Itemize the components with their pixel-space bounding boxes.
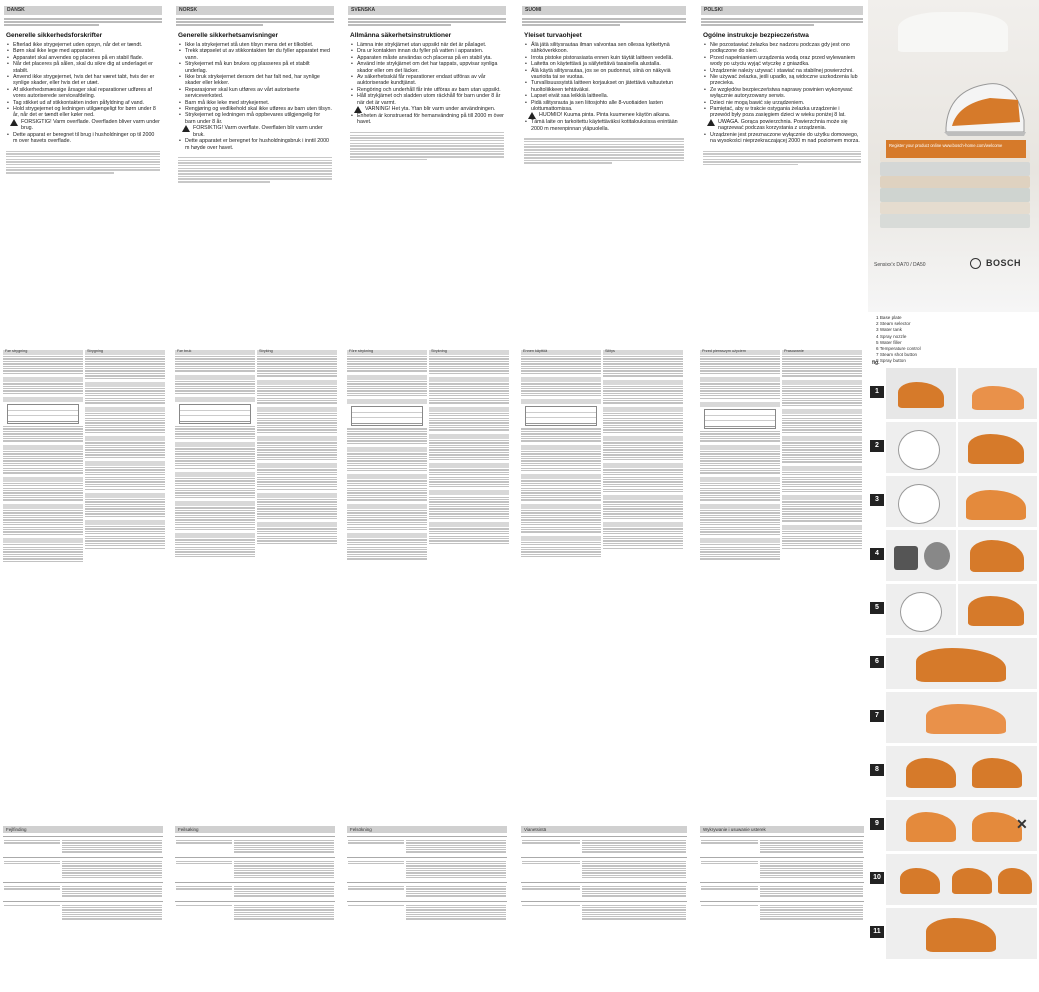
block-title: Ennen käyttöä	[523, 349, 548, 353]
safety-item: • Älä jätä silitysrautaa ilman valvontaa sen ollessa kytkettynä sähköverkkoon.	[531, 42, 684, 55]
figure-number: 1	[870, 386, 884, 398]
warning-icon	[707, 119, 715, 126]
safety-item: • Pidä silitysrauta ja sen liitosjohto alle 8-vuotiaiden lasten ulottumattomissa.	[531, 100, 684, 113]
hot-surface-warning: FORSIKTIG! Varm overflate. Overflaten blir varm under bruk.	[182, 125, 332, 138]
column-da	[0, 0, 166, 992]
language-tab: SUOMI	[522, 6, 686, 15]
safety-item: • Børn skal ikke lege med apparatet.	[13, 48, 160, 54]
troubleshooting-heading: Fejlfinding	[3, 826, 163, 833]
fine-print	[350, 132, 504, 160]
warning-icon	[182, 125, 190, 132]
hot-surface-warning: HUOMIO! Kuuma pinta. Pinta kuumenee käytön aikana.	[528, 112, 684, 119]
figure-number: 3	[870, 494, 884, 506]
column-no	[172, 0, 338, 992]
safety-item: • Trekk støpselet ut av stikkontakten før du fyller apparatet med vann.	[185, 48, 332, 61]
troubleshooting-table	[518, 826, 690, 992]
figure-8	[870, 746, 1039, 797]
figure-number: 11	[870, 926, 884, 938]
hot-surface-warning: FORSIGTIG! Varm overflade. Overfladen bliver varm under brug.	[10, 119, 160, 132]
language-tab: DANSK	[4, 6, 162, 15]
figure-number: 8	[870, 764, 884, 776]
safety-item: • Przed napełnianiem urządzenia wodą oraz przed wylewaniem wody po użyciu wyjąć wtyczkę z gniazdka.	[710, 55, 861, 68]
safety-item: • Rengöring och underhåll får inte utföras av barn utan uppsikt.	[357, 87, 504, 93]
legend-item: 8 Spray button	[876, 358, 906, 364]
block-title: Strygning	[87, 349, 104, 353]
section-heading: Yleiset turvaohjeet	[524, 32, 582, 39]
block-title: Strykning	[431, 349, 447, 353]
safety-item: • Apparaten måste användas och placeras på en stabil yta.	[357, 55, 504, 61]
figure-number: 5	[870, 602, 884, 614]
safety-item: • Ze względów bezpieczeństwa naprawy powinien wykonywać wyłącznie autoryzowany serwis.	[710, 87, 861, 100]
troubleshooting-heading: Vianetsintä	[521, 826, 687, 833]
safety-item: • Apparatet skal anvendes og placeres på en stabil flade.	[13, 55, 160, 61]
troubleshooting-table	[697, 826, 867, 992]
figure-4	[870, 530, 1039, 581]
safety-item: • Når det placeres på sålen, skal du sikre dig at underlaget er stabilt.	[13, 61, 160, 74]
troubleshooting-heading: Felsökning	[347, 826, 507, 833]
header-fine-print	[348, 18, 506, 26]
figure-number: 4	[870, 548, 884, 560]
language-tab: SVENSKA	[348, 6, 506, 15]
warning-icon	[10, 119, 18, 126]
figure-label: fig.	[872, 360, 880, 366]
safety-section	[524, 32, 684, 132]
section-heading: Allmänna säkerhetsinstruktioner	[350, 32, 452, 39]
instruction-blocks	[344, 347, 510, 822]
safety-item: • Rengjøring og vedlikehold skal ikke utføres av barn uten tilsyn.	[185, 106, 332, 112]
registration-banner: Register your product online www.bosch-home.com/welcome	[886, 140, 1026, 158]
safety-item: • Tag stikket ud af stikkontakten inden påfyldning af vand.	[13, 100, 160, 106]
figure-number: 9	[870, 818, 884, 830]
troubleshooting-heading: Wykrywanie i usuwanie usterek	[700, 826, 864, 833]
safety-section	[178, 32, 332, 151]
legend-item: 2 Steam selector	[876, 321, 911, 327]
figure-3	[870, 476, 1039, 527]
safety-item: • Dzieci nie mogą bawić się urządzeniem.	[710, 100, 861, 106]
figure-7	[870, 692, 1039, 743]
safety-item: • Håll strykjärnet och sladden utom räckhåll för barn under 8 år när det är varmt.	[357, 93, 504, 106]
safety-item: • Af sikkerhedsmæssige årsager skal reparationer udføres af vores autoriserede serviceafdeling.	[13, 87, 160, 100]
figure-11	[870, 908, 1039, 959]
safety-section	[350, 32, 504, 126]
header-fine-print	[4, 18, 162, 26]
iron-illustration	[938, 70, 1028, 140]
legend-item: 5 Water filler	[876, 339, 902, 345]
safety-item: • Lapset eivät saa leikkiä laitteella.	[531, 93, 684, 99]
language-tab: POLSKI	[701, 6, 863, 15]
product-cover	[868, 0, 1039, 312]
figure-6	[870, 638, 1039, 689]
section-heading: Generelle sikkerhetsanvisninger	[178, 32, 279, 39]
column-pl	[697, 0, 867, 992]
block-title: Prasowanie	[784, 349, 804, 353]
safety-item: • Anvend ikke strygejernet, hvis det har været tabt, hvis der er synlige skader, eller hvis det er utæt.	[13, 74, 160, 87]
figure-number: 10	[870, 872, 884, 884]
section-heading: Generelle sikkerhedsforskrifter	[6, 32, 103, 39]
header-fine-print	[701, 18, 863, 26]
safety-section	[703, 32, 861, 145]
instruction-blocks	[172, 347, 338, 822]
block-title: Silitys	[605, 349, 615, 353]
altitude-note: • Urządzenie jest przeznaczone wyłącznie do użytku domowego, na wysokości nieprzekraczającej 2000 m nad poziomem morza.	[710, 132, 861, 145]
legend-item: 1 Base plate	[876, 315, 902, 320]
safety-item: • Nie używać żelazka, jeśli upadło, są widoczne uszkodzenia lub przecieka.	[710, 74, 861, 87]
safety-item: • Reparasjoner skal kun utføres av vårt autoriserte serviceverksted.	[185, 87, 332, 100]
safety-item: • Irrota pistoke pistorasiasta ennen kuin täytät laitteen vedellä.	[531, 55, 684, 61]
parts-legend	[868, 315, 1039, 365]
altitude-note: • Dette apparatet er beregnet for husholdningsbruk i inntil 2000 m høyde over havet.	[185, 138, 332, 151]
figure-2	[870, 422, 1039, 473]
column-fi	[518, 0, 690, 992]
block-title: Før strygning	[5, 349, 28, 353]
safety-item: • Av säkerhetsskäl får reparationer endast utföras av vår auktoriserade kundtjänst.	[357, 74, 504, 87]
safety-item: • Barn må ikke leke med strykejernet.	[185, 100, 332, 106]
column-sv	[344, 0, 510, 992]
fine-print	[524, 138, 684, 164]
instruction-blocks	[0, 347, 166, 822]
safety-section	[6, 32, 160, 145]
altitude-note: • Tämä laite on tarkoitettu käytettäväksi kotitalouksissa enintään 2000 m merenpinnan yläpuolella.	[531, 119, 684, 132]
safety-item: • Dra ur kontakten innan du fyller på vatten i apparaten.	[357, 48, 504, 54]
altitude-note: • Dette apparat er beregnet til brug i husholdninger op til 2000 m over havets overflade.	[13, 132, 160, 145]
section-heading: Ogólne instrukcje bezpieczeństwa	[703, 32, 809, 39]
fine-print	[178, 157, 332, 183]
safety-item: • Efterlad ikke strygejernet uden opsyn, når det er tændt.	[13, 42, 160, 48]
troubleshooting-heading: Feilsøking	[175, 826, 335, 833]
safety-item: • Strykejernet og ledningen må oppbevares utilgjengelig for barn under 8 år.	[185, 112, 332, 125]
safety-item: • Lämna inte strykjärnet utan uppsikt när det är påslaget.	[357, 42, 504, 48]
safety-item: • Laitetta on käytettävä ja säilytettävä tasaisella alustalla.	[531, 61, 684, 67]
figure-number: 2	[870, 440, 884, 452]
safety-item: • Turvallisuussyistä laitteen korjaukset on jätettävä valtuutetun huoltoliikkeen tehtäväksi.	[531, 80, 684, 93]
safety-item: • Nie pozostawiać żelazka bez nadzoru podczas gdy jest ono podłączone do sieci.	[710, 42, 861, 55]
hot-surface-warning: UWAGA. Gorąca powierzchnia. Powierzchnia może się nagrzewać podczas korzystania z urządzenia.	[707, 119, 861, 132]
block-title: Przed pierwszym użyciem	[702, 349, 746, 353]
figure-9	[870, 800, 1039, 851]
legend-item: 7 Steam shot button	[876, 352, 918, 358]
figure-number: 7	[870, 710, 884, 722]
safety-item: • Pamiętać, aby w trakcie ostygania żelazka urządzenie i przewód były poza zasięgiem dzieci w wieku poniżej 8 lat.	[710, 106, 861, 119]
troubleshooting-table	[172, 826, 338, 992]
cross-icon: ✕	[1016, 816, 1028, 832]
figure-number: 6	[870, 656, 884, 668]
block-title: Stryking	[259, 349, 273, 353]
block-title: Före strykning	[349, 349, 374, 353]
block-title: Før bruk	[177, 349, 192, 353]
legend-item: 6 Temperature control	[876, 346, 921, 352]
safety-item: • Använd inte strykjärnet om det har tappats, uppvisar synliga skador eller om det läcker.	[357, 61, 504, 74]
instruction-blocks	[518, 347, 690, 822]
header-fine-print	[176, 18, 334, 26]
troubleshooting-table	[344, 826, 510, 992]
model-label: Sensixx'x DA70 / DA50	[874, 262, 926, 268]
altitude-note: • Enheten är konstruerad för hemanvändning på till 2000 m över havet.	[357, 113, 504, 126]
header-fine-print	[522, 18, 686, 26]
instruction-blocks	[697, 347, 867, 822]
warning-icon	[354, 106, 362, 113]
safety-item: • Strykejernet må kun brukes og plasseres på et stabilt underlag.	[185, 61, 332, 74]
figure-5	[870, 584, 1039, 635]
troubleshooting-table	[0, 826, 166, 992]
figure-10	[870, 854, 1039, 905]
brand-name: BOSCH	[985, 258, 1021, 268]
figure-1	[870, 368, 1039, 419]
hot-surface-warning: VARNING! Het yta. Ytan blir varm under användningen.	[354, 106, 504, 113]
figure-strip	[870, 360, 1039, 962]
safety-item: • Hold strygejernet og ledningen utilgængeligt for børn under 8 år, når det er tændt eller køler ned.	[13, 106, 160, 119]
fine-print	[6, 151, 160, 174]
safety-item: • Älä käytä silitysrautaa, jos se on pudonnut, siinä on näkyviä vaurioita tai se vuotaa.	[531, 68, 684, 81]
legend-item: 3 Water tank	[876, 327, 902, 333]
language-tab: NORSK	[176, 6, 334, 15]
safety-item: • Urządzenie należy używać i stawiać na stabilnej powierzchni.	[710, 68, 861, 74]
warning-icon	[528, 112, 536, 119]
legend-item: 4 Spray nozzle	[876, 333, 907, 339]
fine-print	[703, 151, 861, 166]
bosch-logo-icon	[970, 258, 981, 269]
safety-item: • Ikke la strykejernet stå uten tilsyn mens det er tilkoblet.	[185, 42, 332, 48]
safety-item: • Ikke bruk strykejernet dersom det har falt ned, har synlige skader eller lekker.	[185, 74, 332, 87]
